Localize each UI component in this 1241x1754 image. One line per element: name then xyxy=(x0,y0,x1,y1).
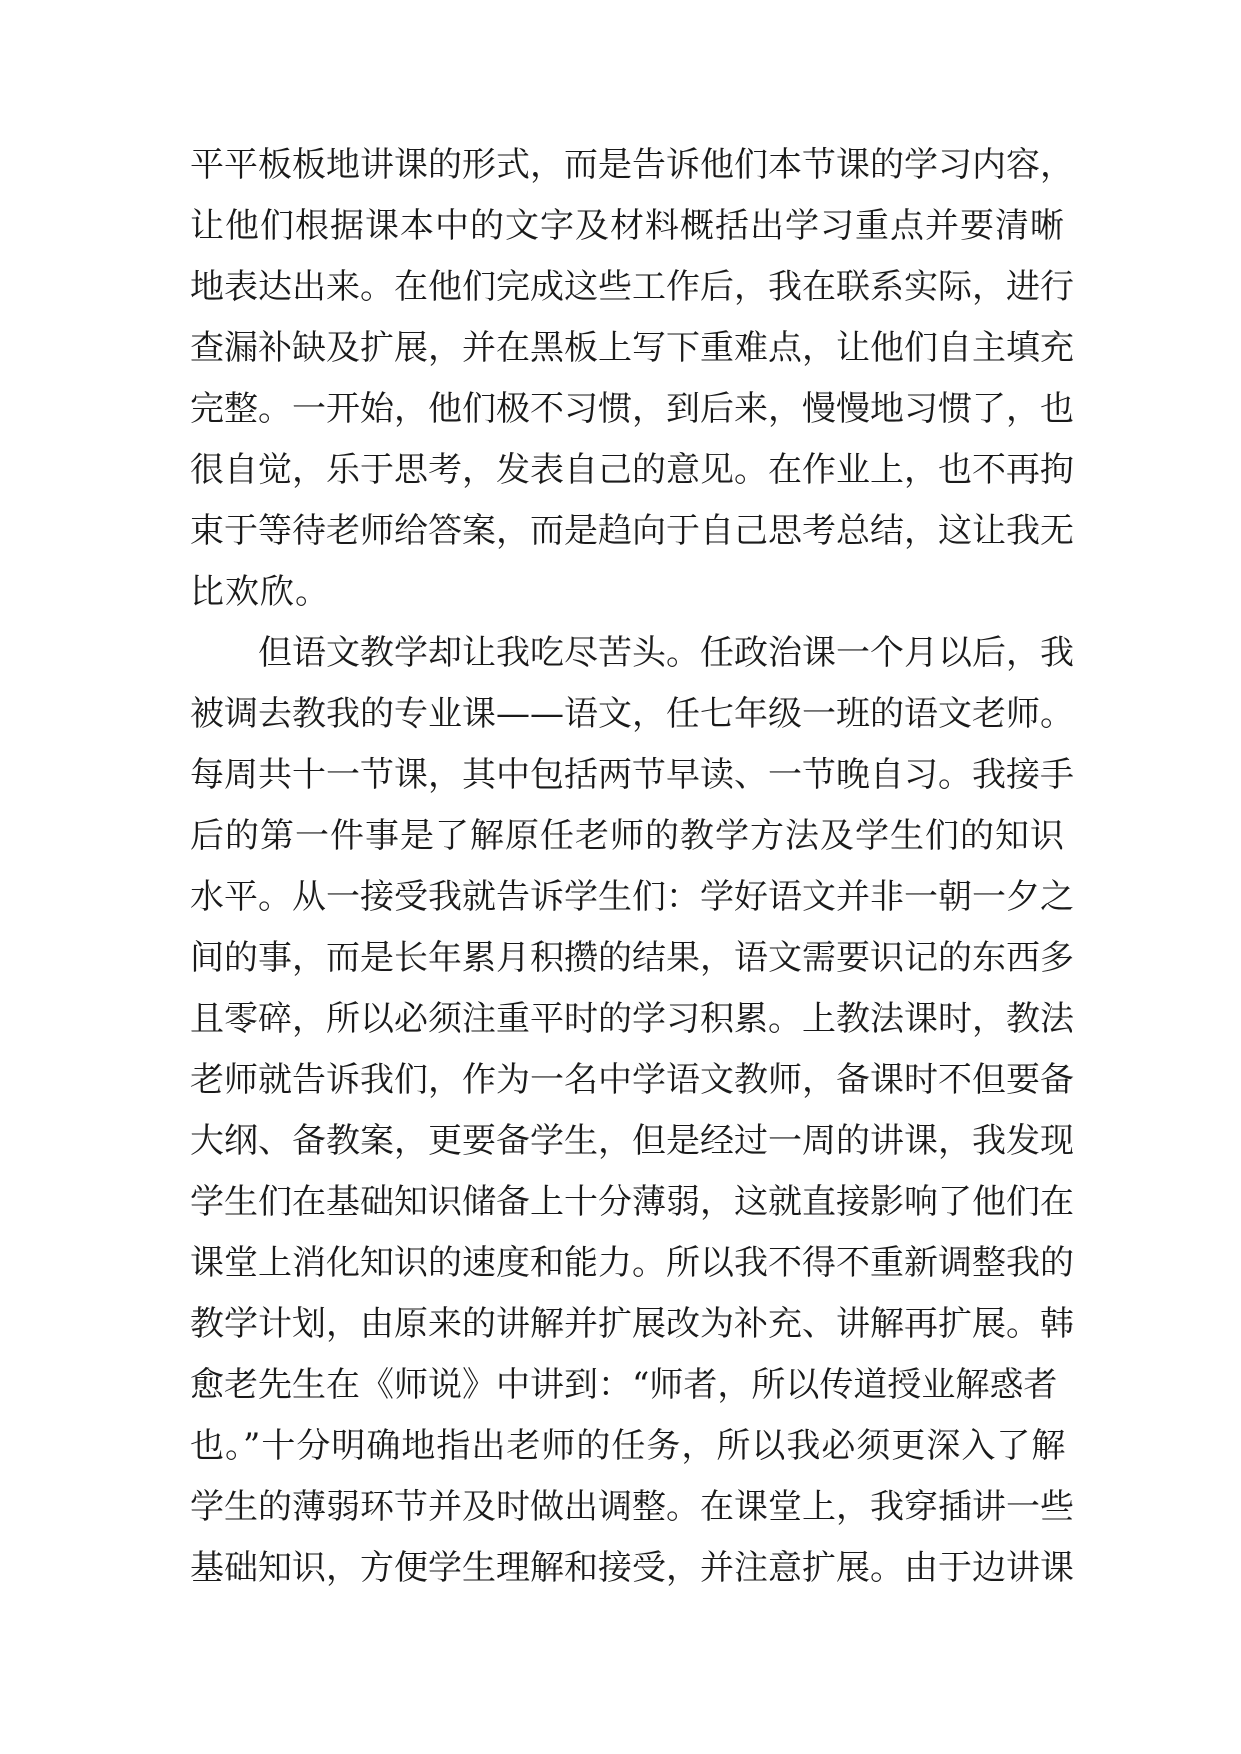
text-line: 每周共十一节课，其中包括两节早读、一节晚自习。我接手 xyxy=(190,755,1074,795)
text-line: 教学计划，由原来的讲解并扩展改为补充、讲解再扩展。韩 xyxy=(190,1304,1074,1344)
text-line: 地表达出来。在他们完成这些工作后，我在联系实际，进行 xyxy=(190,267,1074,307)
text-line: 基础知识，方便学生理解和接受，并注意扩展。由于边讲课 xyxy=(190,1548,1074,1588)
text-line: 间的事，而是长年累月积攒的结果，语文需要识记的东西多 xyxy=(190,938,1074,978)
text-line: 愈老先生在《师说》中讲到：“师者，所以传道授业解惑者 xyxy=(190,1365,1058,1405)
text-line: 但语文教学却让我吃尽苦头。任政治课一个月以后，我 xyxy=(190,633,1074,673)
text-line: 水平。从一接受我就告诉学生们：学好语文并非一朝一夕之 xyxy=(190,877,1074,917)
text-line: 查漏补缺及扩展，并在黑板上写下重难点，让他们自主填充 xyxy=(190,328,1074,368)
text-line: 学生的薄弱环节并及时做出调整。在课堂上，我穿插讲一些 xyxy=(190,1487,1074,1527)
text-line: 也。”十分明确地指出老师的任务，所以我必须更深入了解 xyxy=(190,1426,1067,1466)
text-line: 比欢欣。 xyxy=(190,572,330,612)
text-line: 让他们根据课本中的文字及材料概括出学习重点并要清晰 xyxy=(190,206,1065,246)
text-line: 很自觉，乐于思考，发表自己的意见。在作业上，也不再拘 xyxy=(190,450,1074,490)
text-line: 被调去教我的专业课——语文，任七年级一班的语文老师。 xyxy=(190,694,1074,734)
text-line: 且零碎，所以必须注重平时的学习积累。上教法课时，教法 xyxy=(190,999,1074,1039)
text-line: 老师就告诉我们，作为一名中学语文教师，备课时不但要备 xyxy=(190,1060,1074,1100)
text-line: 束于等待老师给答案，而是趋向于自己思考总结，这让我无 xyxy=(190,511,1074,551)
text-line: 平平板板地讲课的形式，而是告诉他们本节课的学习内容， xyxy=(190,145,1074,185)
text-line: 学生们在基础知识储备上十分薄弱，这就直接影响了他们在 xyxy=(190,1182,1074,1222)
text-line: 大纲、备教案，更要备学生，但是经过一周的讲课，我发现 xyxy=(190,1121,1074,1161)
text-line: 后的第一件事是了解原任老师的教学方法及学生们的知识 xyxy=(190,816,1065,856)
text-line: 完整。一开始，他们极不习惯，到后来，慢慢地习惯了，也 xyxy=(190,389,1074,429)
text-line: 课堂上消化知识的速度和能力。所以我不得不重新调整我的 xyxy=(190,1243,1074,1283)
